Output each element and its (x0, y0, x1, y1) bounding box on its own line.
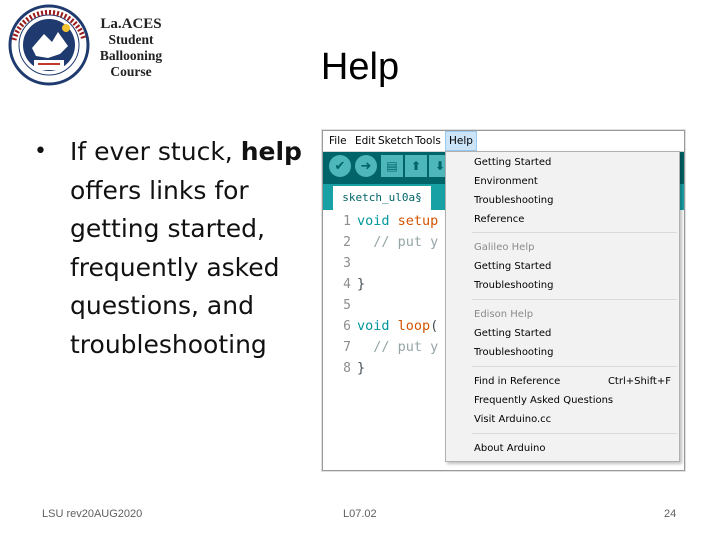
footer-page-number: 24 (664, 508, 677, 520)
slide-title: Help (320, 46, 400, 88)
menu-separator (472, 433, 677, 434)
logo-wordmark (94, 16, 168, 80)
menu-item-edison-troubleshooting[interactable]: Troubleshooting (474, 347, 554, 358)
code-keyword: void (357, 318, 390, 334)
line-number: 2 (343, 235, 351, 250)
menu-item-getting-started[interactable]: Getting Started (474, 157, 552, 168)
new-icon[interactable]: ▤ (381, 155, 403, 177)
menu-item-edison-getting-started[interactable]: Getting Started (474, 328, 552, 339)
menu-item-troubleshooting[interactable]: Troubleshooting (474, 195, 554, 206)
line-number: 8 (343, 361, 351, 376)
menu-header-edison-help: Edison Help (474, 309, 534, 320)
tab-sketch[interactable]: sketch_ul0a§ (333, 186, 431, 210)
bullet-text-pre: If ever stuck, (70, 137, 241, 166)
menu-item-faq[interactable]: Frequently Asked Questions (474, 395, 614, 406)
verify-icon[interactable]: ✔ (329, 155, 351, 177)
menu-item-reference[interactable]: Reference (474, 214, 525, 225)
line-number-gutter (323, 210, 355, 470)
help-dropdown-menu (445, 151, 680, 462)
menu-header-galileo-help: Galileo Help (474, 242, 535, 253)
laspace-seal-icon (8, 4, 90, 88)
open-icon[interactable]: ⬆ (405, 155, 427, 177)
menu-sketch[interactable]: Sketch (378, 135, 414, 147)
bullet-text (70, 133, 314, 364)
menu-item-shortcut: Ctrl+Shift+F (607, 376, 671, 387)
menu-item-galileo-getting-started[interactable]: Getting Started (474, 261, 552, 272)
bullet-dot-icon: • (34, 139, 47, 164)
menu-item-find-in-reference[interactable]: Find in Reference (474, 376, 561, 387)
code-keyword: void (357, 213, 390, 229)
footer-lesson-id: L07.02 (343, 508, 377, 520)
code-function: setup (397, 213, 439, 229)
logo-line: Course (110, 64, 152, 79)
code-line (357, 213, 438, 229)
bullet-point (34, 133, 314, 364)
menu-item-visit-arduino[interactable]: Visit Arduino.cc (474, 414, 552, 425)
menu-bar (323, 131, 684, 152)
line-number: 1 (343, 214, 351, 229)
logo-line: La.ACES (100, 16, 162, 32)
menu-separator (472, 299, 677, 300)
menu-item-about-arduino[interactable]: About Arduino (474, 443, 546, 454)
code-text: ( (430, 318, 439, 334)
menu-separator (472, 232, 677, 233)
line-number: 7 (343, 340, 351, 355)
line-number: 6 (343, 319, 351, 334)
upload-icon[interactable]: ➜ (355, 155, 377, 177)
menu-separator (472, 366, 677, 367)
menu-edit[interactable]: Edit (355, 135, 376, 147)
line-number: 3 (343, 256, 351, 271)
code-line: // put y (357, 234, 439, 250)
line-number: 4 (343, 277, 351, 292)
code-function: loop (397, 318, 431, 334)
menu-item-galileo-troubleshooting[interactable]: Troubleshooting (474, 280, 554, 291)
code-line: } (357, 276, 366, 292)
logo-line: Student (108, 32, 154, 47)
arduino-ide-window (322, 130, 685, 471)
line-number: 5 (343, 298, 351, 313)
code-line: } (357, 360, 366, 376)
menu-tools[interactable]: Tools (415, 135, 441, 147)
code-line: // put y (357, 339, 439, 355)
bullet-text-post: offers links for getting started, frequently asked questions, and troubleshooting (70, 175, 280, 359)
menu-help[interactable]: Help (445, 131, 477, 151)
menu-item-environment[interactable]: Environment (474, 176, 538, 187)
footer-revision: LSU rev20AUG2020 (42, 508, 143, 520)
bullet-text-bold: help (240, 137, 302, 166)
save-icon[interactable]: ⬇ (429, 155, 451, 177)
logo-line: Ballooning (99, 48, 163, 63)
course-logo (8, 4, 168, 88)
menu-file[interactable]: File (329, 135, 347, 147)
code-line (357, 318, 438, 334)
